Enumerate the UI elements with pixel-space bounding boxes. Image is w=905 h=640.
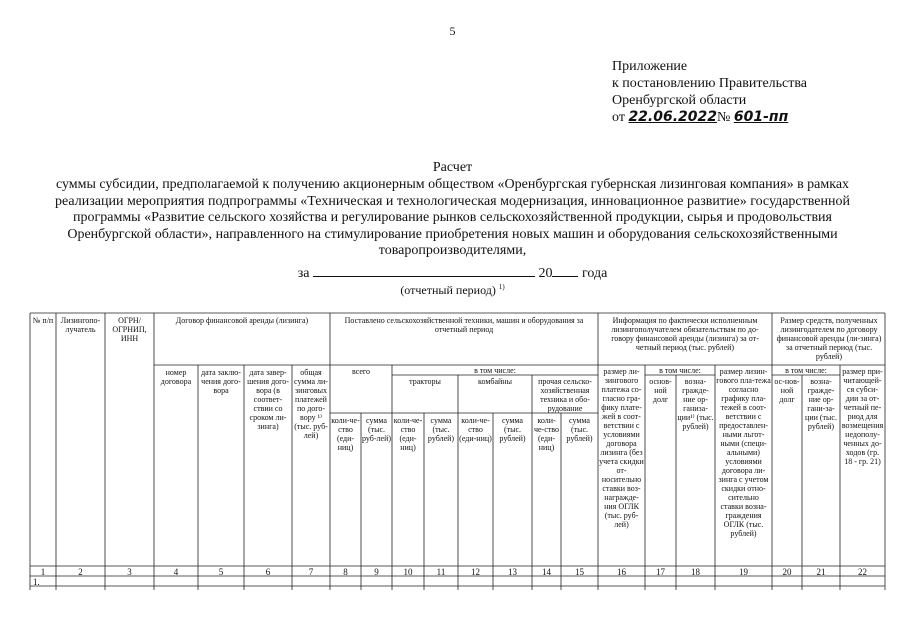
header-tractors: тракторы: [409, 377, 441, 386]
header-contract-number: номер договора: [160, 368, 192, 386]
header-ogrn: ОГРН/ ОГРНИП, ИНН: [112, 316, 147, 343]
header-qty-10: коли-че-ство (еди-ниц): [393, 416, 423, 452]
col-number-11: 11: [436, 567, 446, 577]
header-sum-11: сумма (тыс. рублей): [427, 416, 455, 443]
col-number-2: 2: [78, 567, 83, 577]
header-main-debt2: ос-нов-ной долг: [774, 377, 800, 404]
col-number-15: 15: [575, 567, 584, 577]
appendix-line-2: к постановлению Правительства: [612, 76, 808, 91]
col-number-1: 1: [40, 567, 46, 577]
header-num: № п/п: [32, 316, 54, 325]
col-number-7: 7: [308, 567, 314, 577]
col-number-13: 13: [508, 567, 517, 577]
period-year: 20: [538, 266, 553, 281]
header-incl2: в том числе:: [659, 366, 701, 375]
number-sign: №: [717, 110, 731, 125]
header-lease-size: размер лизин-гового пла-тежа согласно графику пла-тежей в соот-ветствии с предоставлен-ными льгот-ными (специ-альными) условиями договора ли-зинга с учетом скидки отно-сительно ставки возна-граждения ОГЛК (тыс. рублей): [716, 367, 771, 538]
header-qty-12: коли-че-ство (еди-ниц): [459, 416, 492, 443]
handwritten-number: 601-пп: [733, 109, 789, 125]
col-number-5: 5: [218, 567, 224, 577]
header-main-debt: основ-ной долг: [649, 377, 672, 404]
col-number-16: 16: [617, 567, 626, 577]
col-number-22: 22: [858, 567, 867, 577]
header-incl: в том числе:: [474, 366, 516, 375]
header-info: Информация по фактически исполненным лизингополучателем обязательствам по до-говору финансовой аренды (лизинга) за от-четный период (тыс. рублей): [611, 316, 759, 352]
header-lessee: Лизингопо-лучатель: [60, 316, 101, 334]
header-contract-date: дата заклю-чения дого-вора: [201, 368, 241, 395]
period-note: (отчетный период) $^{1)}$: [400, 283, 505, 297]
col-number-17: 17: [656, 567, 665, 577]
header-contract: Договор финансовой аренды (лизинга): [175, 316, 309, 325]
handwritten-date: 22.06.2022: [628, 109, 718, 125]
header-incl3: в том числе:: [785, 366, 827, 375]
page-number: 5: [449, 24, 456, 38]
appendix-line-3: Оренбургской области: [612, 93, 747, 108]
col-number-14: 14: [542, 567, 551, 577]
period-suffix: года: [581, 266, 608, 281]
col-number-10: 10: [403, 567, 413, 577]
col-number-6: 6: [265, 567, 271, 577]
header-sum-9: сумма (тыс. руб-лей): [362, 416, 391, 443]
header-other: прочая сельско-хозяйственная техника и обо-рудование: [538, 377, 592, 413]
header-subsidy: размер при-читающей-ся субси-дии за от-четный пе-риод для возмещения недополу-ченных до-ходов (гр. 18 - гр. 21): [841, 367, 884, 466]
col-number-18: 18: [691, 567, 700, 577]
header-reward2: возна-гражде-ние ор-гани-за-ции (тыс. рублей): [805, 377, 837, 431]
header-funds: Размер средств, полученных лизингодателем по договору финансовой аренды (ли-зинга) за отчетный период (тыс. рублей): [776, 316, 882, 361]
header-contract-end: дата завер-шения дого-вора (в соответ-ствии со сроком ли-зинга): [247, 368, 289, 431]
col-number-20: 20: [782, 567, 792, 577]
col-number-3: 3: [127, 567, 132, 577]
header-reward: возна-гражде-ние ор-ганиза-ции¹⁾ (тыс. рублей): [677, 377, 714, 431]
document-description: суммы субсидии, предполагаемой к получению акционерным обществом «Оренбургская губернская лизинговая компания» в рамках реализации мероприятия подпрограммы «Техническая и технологическая модернизация, инновационное развитие» государственной программы «Развитие сельского хозяйства и регулирование рынков сельскохозяйственной продукции, сырья и продовольствия Оренбургской области», направленного на стимулирование приобретения новых машин и оборудования сельскохозяйственными товаропроизводителями,: [55, 177, 850, 258]
header-sum-13: сумма (тыс. рублей): [499, 416, 526, 443]
col-number-9: 9: [374, 567, 379, 577]
col-number-4: 4: [173, 567, 179, 577]
header-supplied: Поставлено сельскохозяйственной техники, машин и оборудования за отчетный период: [344, 316, 584, 334]
appendix-from: от: [612, 110, 625, 125]
header-qty-8: коли-че-ство (еди-ниц): [331, 416, 360, 452]
document-title: Расчет: [432, 160, 473, 175]
col-number-12: 12: [471, 567, 480, 577]
period-prefix: за: [297, 266, 310, 281]
header-sum-15: сумма (тыс. рублей): [566, 416, 593, 443]
col-number-21: 21: [816, 567, 826, 577]
header-combines: комбайны: [478, 377, 512, 386]
col-number-19: 19: [739, 567, 748, 577]
col-number-8: 8: [343, 567, 348, 577]
header-qty-14: коли-че-ство (еди-ниц): [533, 416, 559, 452]
header-info-size: размер ли-зингового платежа со-гласно гра-фику плате-жей в соот-ветствии с условиями договора лизинга (без учета скидки от-носительно ставки воз-награжде-ния ОГЛК (тыс. руб-лей): [599, 367, 644, 529]
appendix-line-1: Приложение: [612, 59, 688, 74]
header-total: всего: [351, 367, 370, 376]
table-row-1-number: 1.: [33, 577, 40, 587]
header-contract-total: общая сумма ли-зинговых платежей по дого-вору ¹⁾ (тыс. руб-лей): [294, 368, 328, 440]
